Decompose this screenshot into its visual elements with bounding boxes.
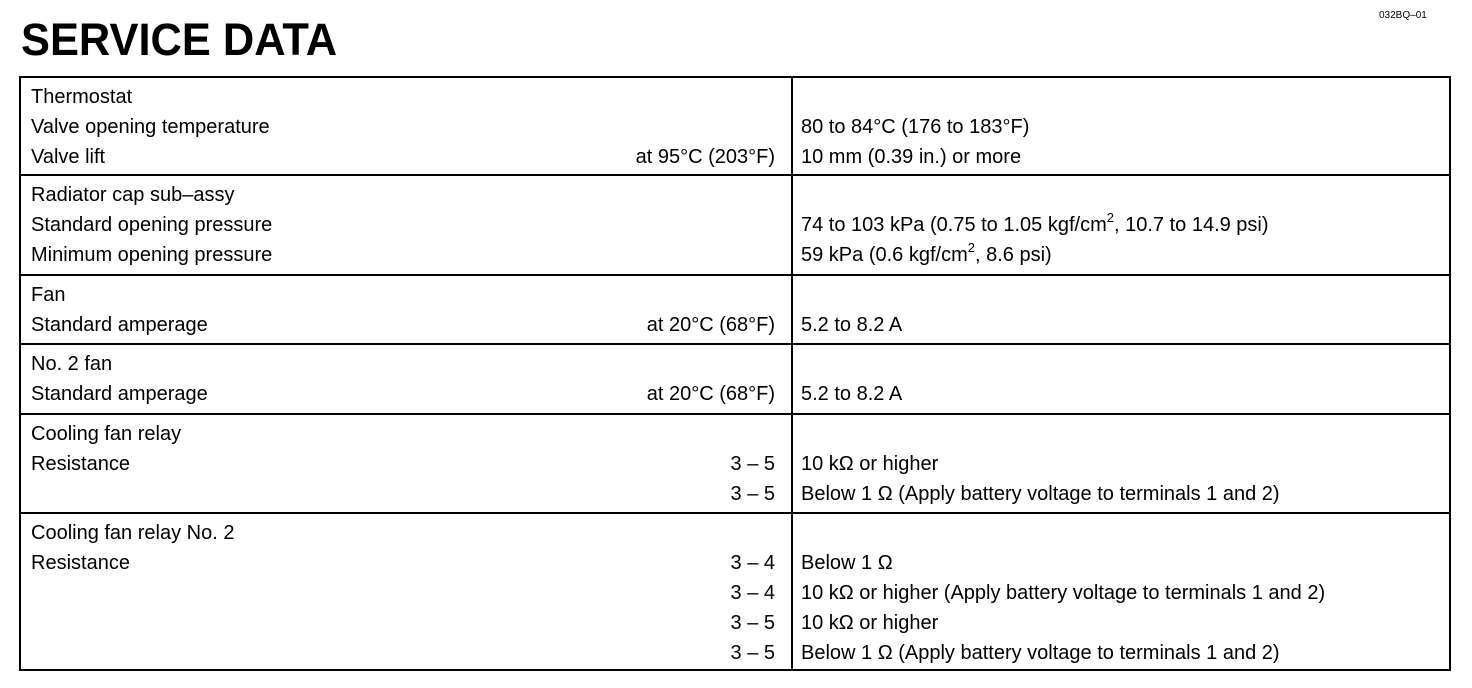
table-row (21, 419, 1449, 449)
spec-value: 5.2 to 8.2 A (801, 314, 903, 336)
item-label: Minimum opening pressure (31, 244, 273, 266)
spec-value-text: 74 to 103 kPa (0.75 to 1.05 kgf/cm (801, 214, 1107, 236)
spec-value (801, 240, 1052, 270)
condition-label: at 20°C (68°F) (646, 383, 775, 405)
spec-value: 10 kΩ or higher (801, 453, 939, 475)
table-row (21, 608, 1449, 638)
spec-value (801, 210, 1269, 240)
condition-label: 3 – 5 (730, 483, 775, 505)
condition-label: at 95°C (203°F) (635, 146, 775, 168)
document-code: 032BQ–01 (1379, 10, 1427, 21)
condition-label: 3 – 5 (730, 453, 775, 475)
section-divider (21, 413, 1449, 415)
section-divider (21, 274, 1449, 276)
table-row (21, 349, 1449, 379)
section-heading: Fan (31, 284, 66, 306)
item-label: Resistance (31, 453, 130, 475)
table-row (21, 280, 1449, 310)
section-heading: No. 2 fan (31, 353, 113, 375)
spec-value: 10 kΩ or higher (801, 612, 939, 634)
spec-value: 10 mm (0.39 in.) or more (801, 146, 1022, 168)
table-row (21, 240, 1449, 270)
spec-value: 80 to 84°C (176 to 183°F) (801, 116, 1030, 138)
table-row (21, 112, 1449, 142)
service-data-table (19, 76, 1451, 671)
section-divider (21, 343, 1449, 345)
page-title: SERVICE DATA (21, 14, 338, 65)
table-row (21, 210, 1449, 240)
table-row (21, 548, 1449, 578)
condition-label: 3 – 4 (730, 552, 775, 574)
section-divider (21, 174, 1449, 176)
table-row (21, 82, 1449, 112)
table-row (21, 310, 1449, 340)
table-row (21, 638, 1449, 668)
table-row (21, 518, 1449, 548)
spec-value-text: , 8.6 psi) (974, 244, 1052, 266)
section-heading: Thermostat (31, 86, 133, 108)
condition-label: 3 – 4 (730, 582, 775, 604)
condition-label: 3 – 5 (730, 642, 775, 664)
superscript: 2 (1106, 210, 1114, 225)
item-label: Valve lift (31, 146, 106, 168)
condition-label: 3 – 5 (730, 612, 775, 634)
spec-value-text: 59 kPa (0.6 kgf/cm (801, 244, 968, 266)
table-row (21, 180, 1449, 210)
item-label: Standard amperage (31, 314, 208, 336)
spec-value: Below 1 Ω (801, 552, 893, 574)
section-heading: Cooling fan relay (31, 423, 182, 445)
table-row (21, 578, 1449, 608)
superscript: 2 (967, 240, 975, 255)
table-row (21, 142, 1449, 172)
table-row (21, 449, 1449, 479)
item-label: Resistance (31, 552, 130, 574)
item-label: Standard opening pressure (31, 214, 273, 236)
table-row (21, 379, 1449, 409)
spec-value-text: , 10.7 to 14.9 psi) (1113, 214, 1269, 236)
spec-value: 5.2 to 8.2 A (801, 383, 903, 405)
item-label: Valve opening temperature (31, 116, 270, 138)
item-label: Standard amperage (31, 383, 208, 405)
spec-value: Below 1 Ω (Apply battery voltage to terminals 1 and 2) (801, 642, 1280, 664)
section-heading: Cooling fan relay No. 2 (31, 522, 235, 544)
spec-value: Below 1 Ω (Apply battery voltage to terminals 1 and 2) (801, 483, 1280, 505)
table-row (21, 479, 1449, 509)
spec-value: 10 kΩ or higher (Apply battery voltage to terminals 1 and 2) (801, 582, 1326, 604)
section-divider (21, 512, 1449, 514)
section-heading: Radiator cap sub–assy (31, 184, 235, 206)
condition-label: at 20°C (68°F) (646, 314, 775, 336)
